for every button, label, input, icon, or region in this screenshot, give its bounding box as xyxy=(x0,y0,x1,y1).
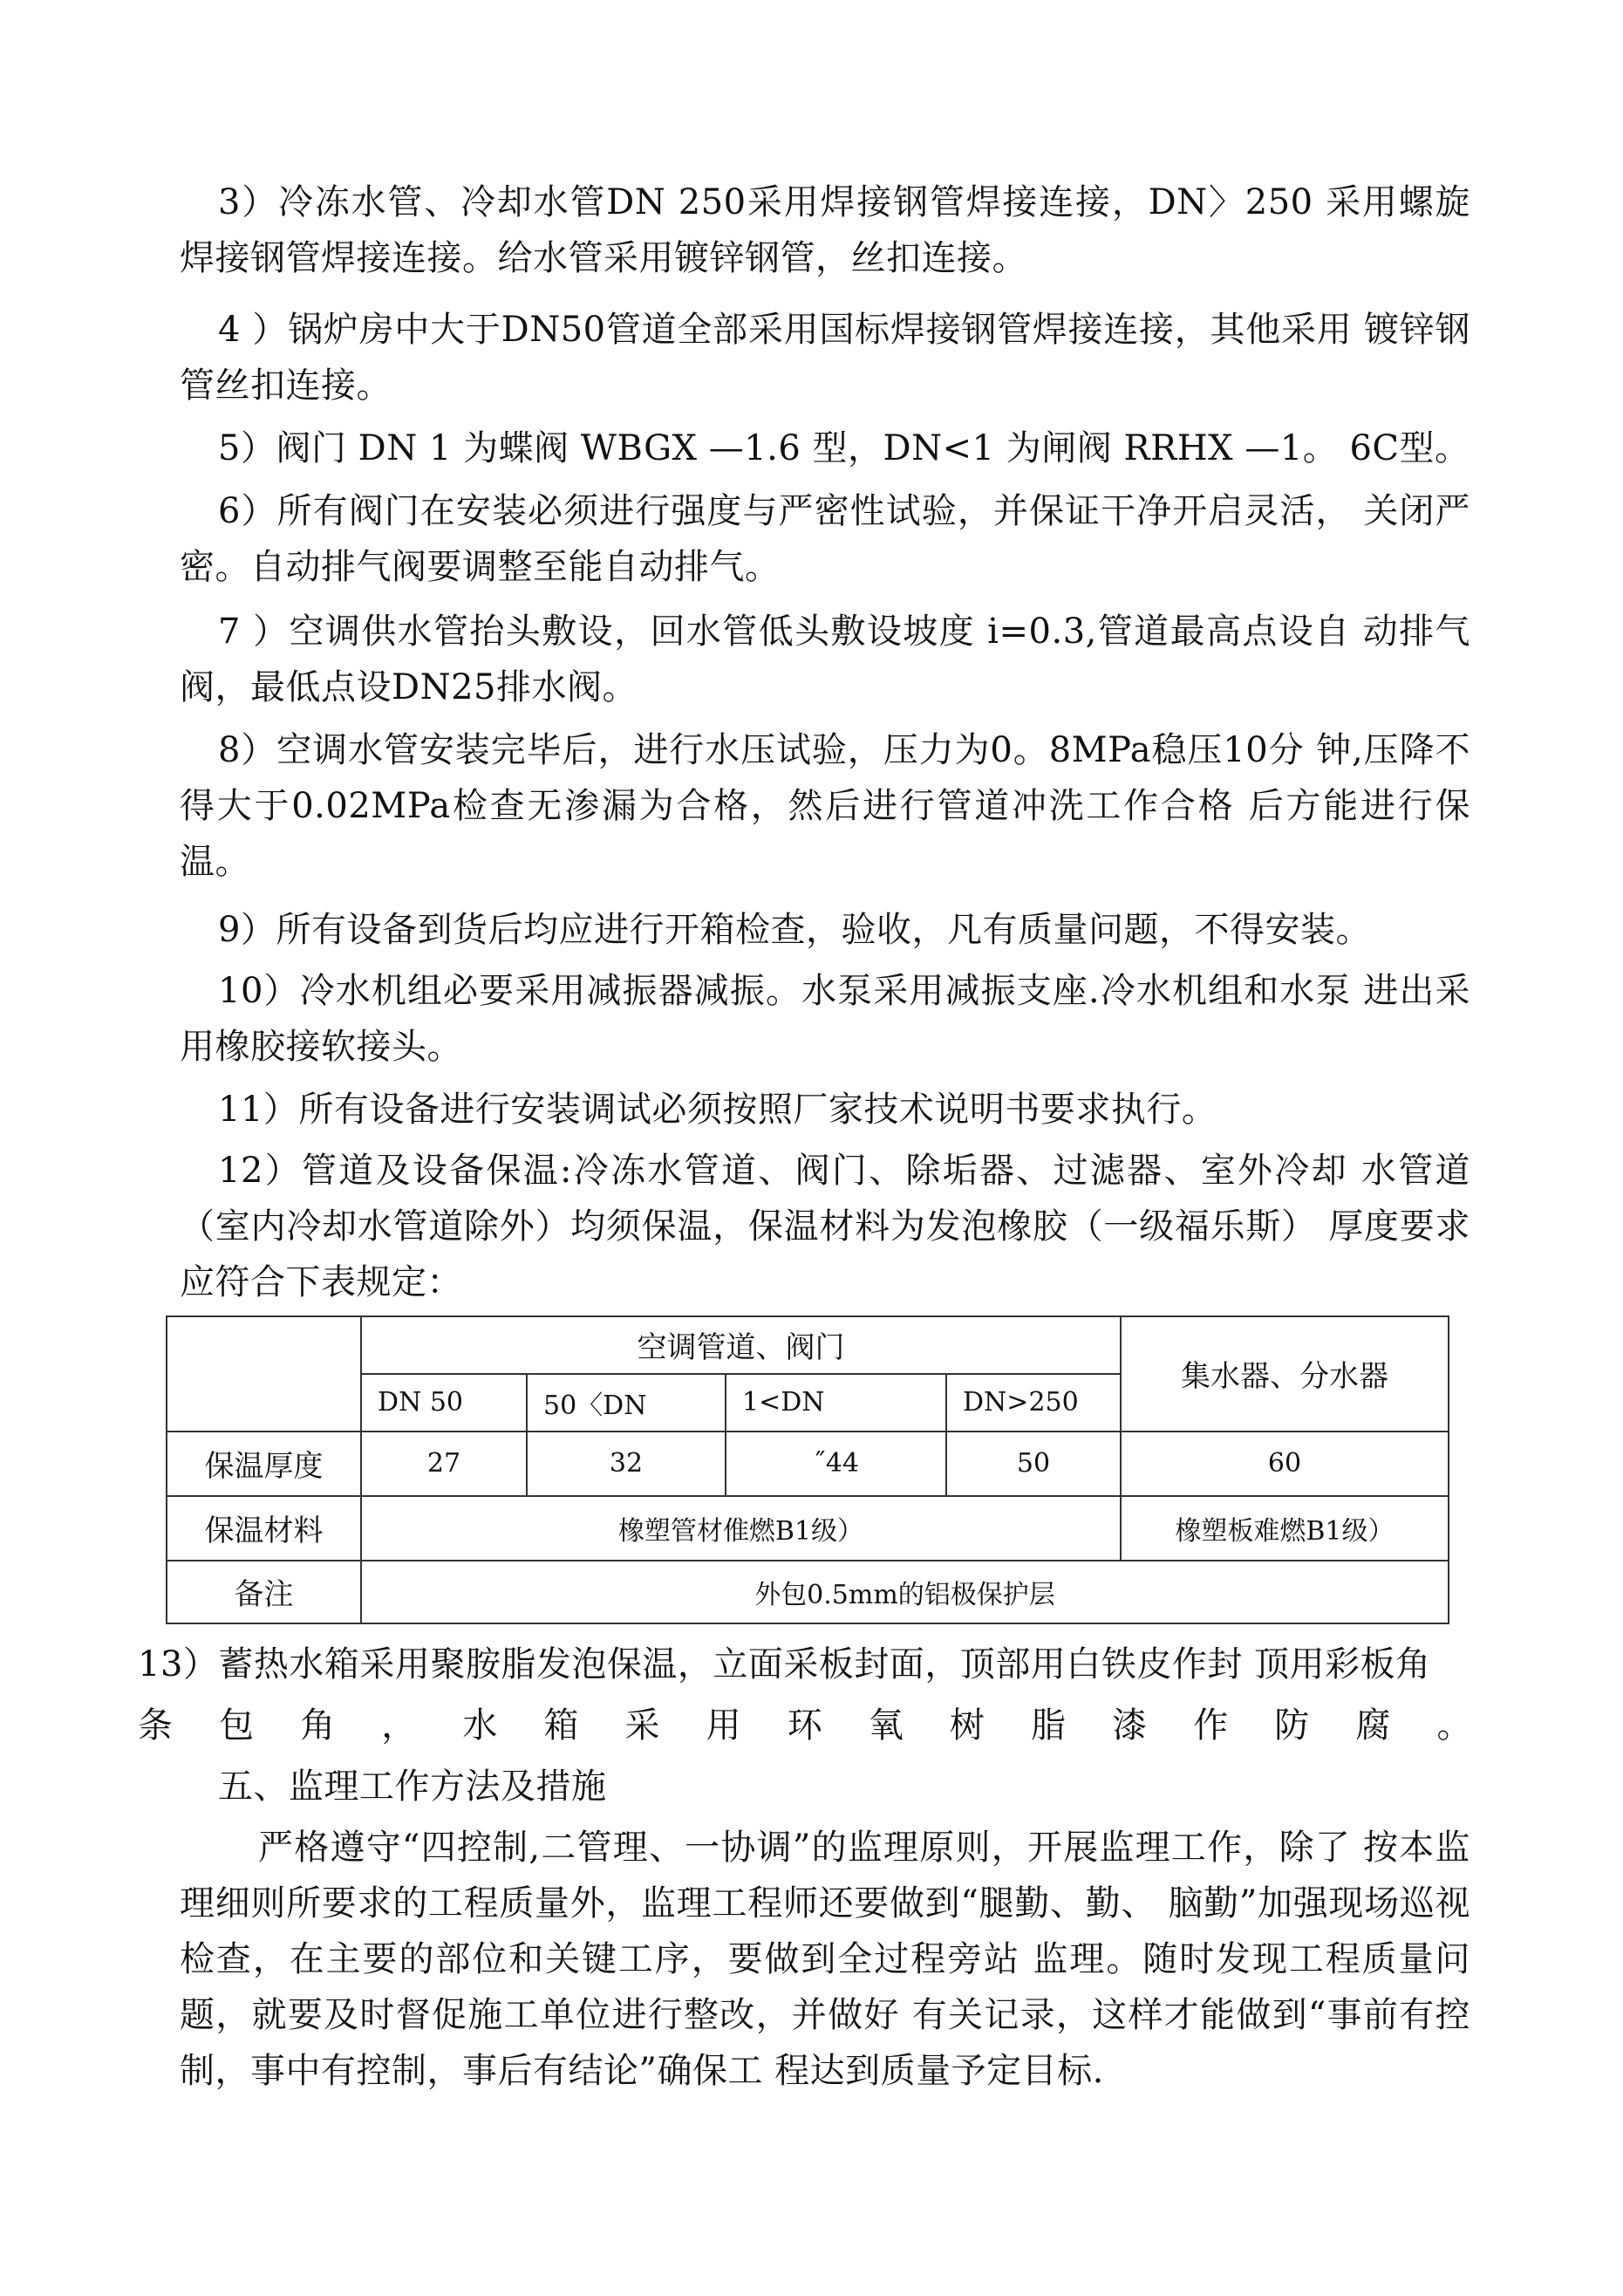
paragraph-item-7: 7 ）空调供水管抬头敷设，回水管低头敷设坡度 i=0.3,管道最高点设自 动排气阀，最低点设DN25排水阀。 xyxy=(180,612,1470,707)
table-cell-note: 外包0.5mm的铝极保护层 xyxy=(361,1561,1449,1623)
table-cell-material-pipe: 橡塑管材倠燃B1级） xyxy=(361,1496,1121,1561)
table-cell-thickness-5: 60 xyxy=(1121,1432,1449,1496)
insulation-spec-table xyxy=(166,1315,1449,1624)
insulation-table xyxy=(166,1315,1448,1624)
section-heading-5: 五、监理工作方法及措施 xyxy=(218,1766,607,1807)
table-row xyxy=(167,1561,1449,1623)
paragraph-item-3: 3）冷冻水管、冷却水管DN 250采用焊接钢管焊接连接，DN〉250 采用螺旋焊接钢管焊接连接。给水管采用镀锌钢管，丝扣连接。 xyxy=(180,182,1470,278)
table-cell-thickness-2: 32 xyxy=(527,1432,726,1496)
paragraph-item-12: 12）管道及设备保温:冷冻水管道、阀门、除垢器、过滤器、室外冷却 水管道（室内冷却水管道除外）均须保温，保温材料为发泡橡胶（一级福乐斯） 厚度要求应符合下表规定： xyxy=(180,1151,1470,1302)
table-cell-material-board: 橡塑板难燃B1级） xyxy=(1121,1496,1449,1561)
table-group-header: 空调管道、阀门 xyxy=(361,1316,1121,1374)
paragraph-item-4: 4 ）锅炉房中大于DN50管道全部采用国标焊接钢管焊接连接，其他采用 镀锌钢管丝扣连接。 xyxy=(180,310,1470,406)
paragraph-item-8: 8）空调水管安装完毕后，进行水压试验，压力为0。8MPa稳压10分 钟,压降不得大于0.02MPa检查无渗漏为合格，然后进行管道冲洗工作合格 后方能进行保温。 xyxy=(180,730,1470,882)
table-row xyxy=(167,1432,1449,1496)
table-cell-thickness-4: 50 xyxy=(946,1432,1121,1496)
paragraph-item-9: 9）所有设备到货后均应进行开箱检查，验收，凡有质量问题，不得安装。 xyxy=(218,910,1371,950)
table-corner-cell xyxy=(167,1316,361,1432)
table-subheader-50-dn: 50〈DN xyxy=(527,1374,726,1432)
table-cell-thickness-3: ˝44 xyxy=(726,1432,946,1496)
table-cell-thickness-1: 27 xyxy=(361,1432,527,1496)
table-row xyxy=(167,1496,1449,1561)
table-subheader-1-dn: 1<DN xyxy=(726,1374,946,1432)
paragraph-item-11: 11）所有设备进行安装调试必须按照厂家技术说明书要求执行。 xyxy=(218,1090,1217,1130)
paragraph-item-13-line1: 13）蓄热水箱采用聚胺脂发泡保温，立面采板封面，顶部用白铁皮作封 顶用彩板角 xyxy=(138,1644,1431,1684)
table-subheader-dn50: DN 50 xyxy=(361,1374,527,1432)
paragraph-item-10: 10）冷水机组必要采用减振器减振。水泵采用减振支座.冷水机组和水泵 进出采用橡胶接软接头。 xyxy=(180,971,1470,1067)
paragraph-item-5: 5）阀门 DN 1 为蝶阀 WBGX —1.6 型，DN<1 为闸阀 RRHX —1。 6C型。 xyxy=(218,428,1470,468)
table-collector-header: 集水器、分水器 xyxy=(1121,1316,1449,1432)
table-row-label-material: 保温材料 xyxy=(167,1496,361,1561)
paragraph-item-6: 6）所有阀门在安装必须进行强度与严密性试验，并保证干净开启灵活， 关闭严密。自动排气阀要调整至能自动排气。 xyxy=(180,491,1470,587)
table-subheader-dn250: DN>250 xyxy=(946,1374,1121,1432)
paragraph-final: 严格遵守“四控制,二管理、一协调”的监理原则，开展监理工作，除了 按本监理细则所要求的工程质量外，监理工程师还要做到“腿勤、勤、 脑勤”加强现场巡视检查，在主要的部位和关键工序，要做到全过程旁站 监理。随时发现工程质量问题，就要及时督促施工单位进行整改，并做好 有关记录，这样才能做到“事前有控制，事中有控制，事后有结论”确保工 程达到质量予定目标. xyxy=(180,1828,1470,2091)
table-row-label-thickness: 保温厚度 xyxy=(167,1432,361,1496)
table-header-row xyxy=(167,1316,1449,1374)
paragraph-item-13-line2: 条包角，水箱采用环氧树脂漆作防腐。 xyxy=(138,1705,1472,1746)
table-row-label-note: 备注 xyxy=(167,1561,361,1623)
